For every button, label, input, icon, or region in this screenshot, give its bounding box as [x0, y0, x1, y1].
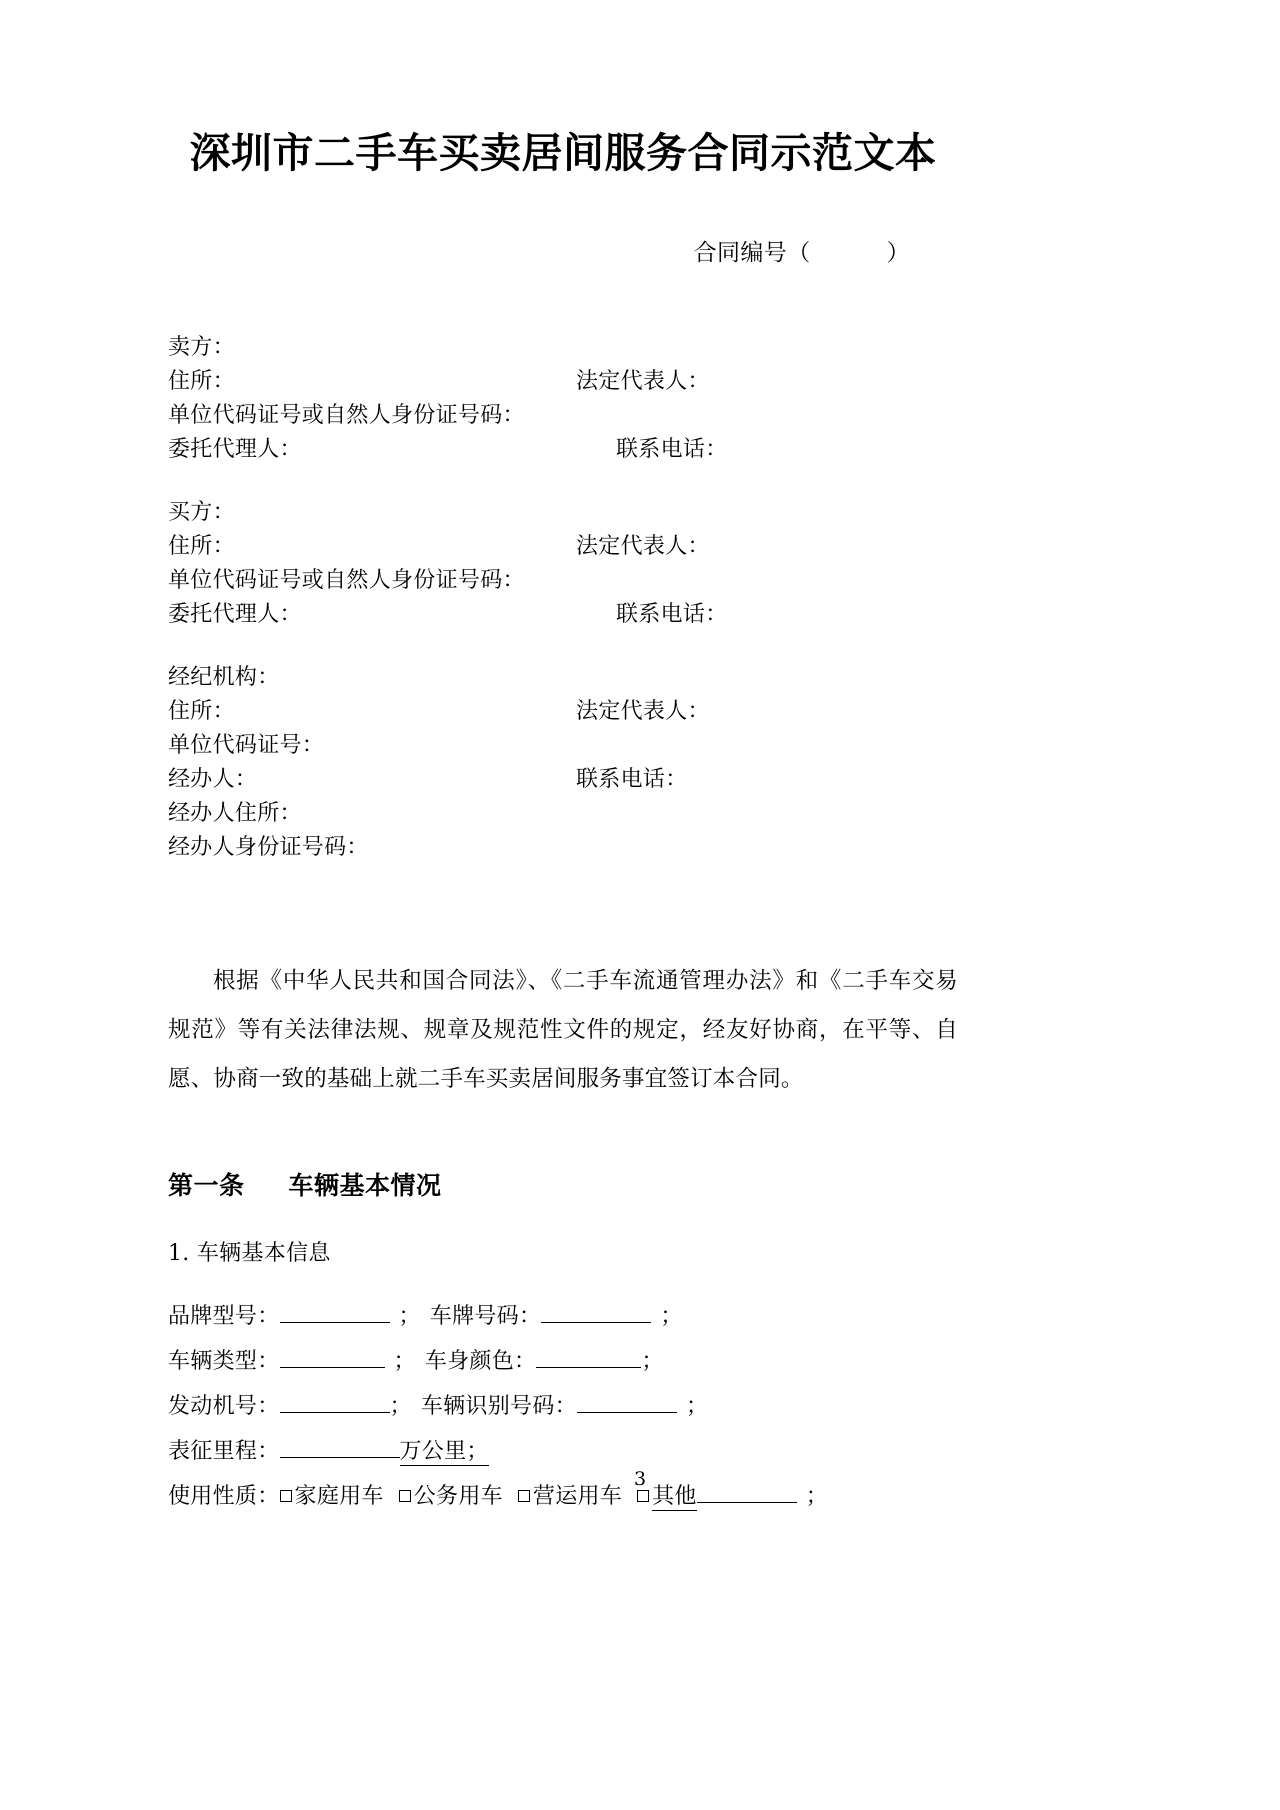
contract-number-label: 合同编号（ — [693, 240, 811, 267]
broker-handler-label: 经办人： — [168, 767, 258, 793]
seller-agent-row — [168, 433, 958, 467]
preamble-paragraph: 根据《中华人民共和国合同法》、《二手车流通管理办法》和《二手车交易规范》等有关法律法规、规章及规范性文件的规定，经友好协商，在平等、自愿、协商一致的基础上就二手车买卖居间服务事宜签订本合同。 — [168, 968, 958, 1093]
usage-label: 使用性质： — [168, 1484, 280, 1510]
buyer-legal-rep-label: 法定代表人： — [576, 534, 710, 560]
plate-number-separator: ； — [660, 1304, 683, 1330]
seller-name-row — [168, 331, 958, 365]
seller-block — [168, 331, 958, 467]
vehicle-type-input[interactable] — [280, 1347, 385, 1369]
seller-agent-label: 委托代理人： — [168, 437, 302, 463]
section-one-heading — [168, 1166, 958, 1202]
section-one-title: 车辆基本情况 — [288, 1171, 442, 1201]
vin-input[interactable] — [577, 1392, 677, 1414]
engine-number-input[interactable] — [280, 1392, 390, 1414]
section-one-number: 第一条 — [168, 1171, 245, 1201]
buyer-phone-label: 联系电话： — [616, 602, 728, 628]
buyer-agent-row — [168, 598, 958, 632]
usage-option-other: 其他 — [652, 1484, 697, 1510]
buyer-id-code-label: 单位代码证号或自然人身份证号码： — [168, 568, 525, 594]
seller-phone-label: 联系电话： — [616, 437, 728, 463]
checkbox-icon-family-use[interactable] — [280, 1490, 292, 1502]
buyer-address-label: 住所： — [168, 534, 235, 560]
field-row-type-color — [168, 1339, 958, 1384]
broker-handler-id-label: 经办人身份证号码： — [168, 835, 369, 861]
broker-address-row — [168, 695, 958, 729]
seller-id-code-row — [168, 399, 958, 433]
usage-option-family: 家庭用车 — [294, 1484, 384, 1510]
broker-handler-row — [168, 763, 958, 797]
subsection-vehicle-basic-info: 1. 车辆基本信息 — [168, 1241, 331, 1267]
seller-id-code-label: 单位代码证号或自然人身份证号码： — [168, 403, 525, 429]
broker-unit-code-row — [168, 729, 958, 763]
broker-handler-address-row — [168, 797, 958, 831]
broker-phone-label: 联系电话： — [576, 767, 688, 793]
broker-name-label: 经纪机构： — [168, 665, 280, 691]
field-row-brand-plate — [168, 1294, 958, 1339]
checkbox-icon-other-use[interactable] — [637, 1490, 649, 1502]
contract-number-row — [168, 237, 958, 269]
usage-option-official: 公务用车 — [413, 1484, 503, 1510]
page-content — [168, 0, 958, 1519]
parties-section — [168, 331, 958, 865]
buyer-id-code-row — [168, 564, 958, 598]
broker-handler-address-label: 经办人住所： — [168, 801, 302, 827]
vin-label: 车辆识别号码： — [420, 1394, 577, 1420]
buyer-agent-label: 委托代理人： — [168, 602, 302, 628]
field-row-engine-vin — [168, 1384, 958, 1429]
broker-name-row — [168, 661, 958, 695]
mileage-input[interactable] — [280, 1437, 400, 1459]
broker-unit-code-label: 单位代码证号： — [168, 733, 325, 759]
body-color-input[interactable] — [536, 1347, 641, 1369]
contract-number-close: ） — [886, 240, 910, 267]
checkbox-icon-official-use[interactable] — [399, 1490, 411, 1502]
checkbox-icon-commercial-use[interactable] — [518, 1490, 530, 1502]
seller-address-label: 住所： — [168, 369, 235, 395]
brand-model-separator: ； — [398, 1304, 421, 1330]
usage-separator: ； — [805, 1484, 829, 1510]
usage-option-commercial: 营运用车 — [532, 1484, 623, 1510]
vin-separator: ； — [685, 1394, 709, 1420]
buyer-block — [168, 496, 958, 632]
plate-number-input[interactable] — [541, 1302, 651, 1324]
body-color-separator: ； — [641, 1349, 664, 1375]
seller-legal-rep-label: 法定代表人： — [576, 369, 710, 395]
plate-number-label: 车牌号码： — [429, 1304, 542, 1330]
seller-address-row — [168, 365, 958, 399]
broker-handler-id-row — [168, 831, 958, 865]
vehicle-type-separator: ； — [393, 1349, 416, 1375]
page-title: 深圳市二手车买卖居间服务合同示范文本 — [189, 129, 937, 177]
engine-number-label: 发动机号： — [168, 1394, 280, 1420]
brand-model-input[interactable] — [280, 1302, 390, 1324]
buyer-name-row — [168, 496, 958, 530]
seller-name-label: 卖方： — [168, 335, 235, 361]
body-color-label: 车身颜色： — [424, 1349, 537, 1375]
buyer-name-label: 买方： — [168, 500, 235, 526]
mileage-unit: 万公里； — [399, 1439, 489, 1465]
vehicle-type-label: 车辆类型： — [168, 1349, 280, 1375]
broker-legal-rep-label: 法定代表人： — [576, 699, 710, 725]
broker-address-label: 住所： — [168, 699, 235, 725]
buyer-address-row — [168, 530, 958, 564]
page-number: 3 — [633, 1468, 647, 1490]
brand-model-label: 品牌型号： — [168, 1304, 280, 1330]
mileage-label: 表征里程： — [168, 1439, 280, 1465]
broker-block — [168, 661, 958, 865]
engine-number-separator: ； — [389, 1394, 412, 1420]
